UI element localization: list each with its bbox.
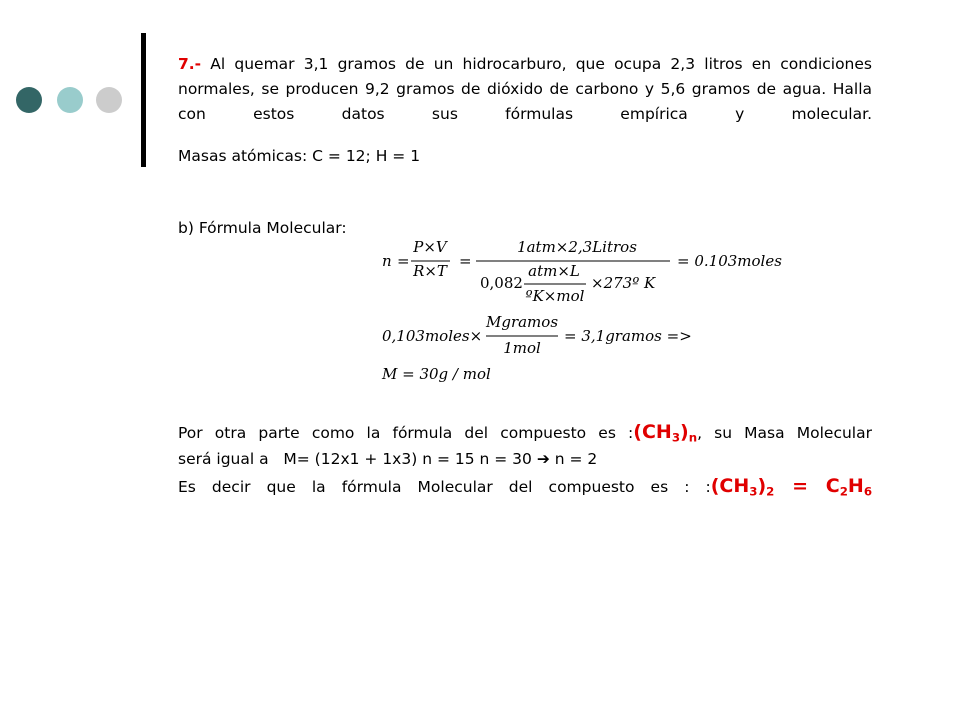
problem-number: 7.-	[178, 55, 202, 73]
eq2-result: = 3,1gramos =>	[564, 327, 692, 345]
eq1-frac1-numerator: P×V	[413, 238, 447, 256]
problem-statement	[178, 52, 872, 127]
decorative-vertical-bar	[141, 33, 146, 167]
eq1-frac1-denominator: R×T	[413, 262, 447, 280]
formula-block	[380, 232, 800, 392]
eq2-lhs: 0,103moles×	[382, 327, 483, 345]
decorative-dot-gray	[96, 87, 122, 113]
conclusion-line-1: Por otra parte como la fórmula del compuesto es $:(CH_3)_n$, su Masa Molecular	[178, 421, 872, 445]
right-arrow-icon: ➔	[536, 450, 550, 468]
section-subtitle: b) Fórmula Molecular:	[178, 219, 347, 237]
eq1-result: = 0.103moles	[677, 252, 782, 270]
eq1-temperature: ×273º K	[591, 274, 656, 292]
decorative-dot-teal	[57, 87, 83, 113]
atomic-masses: Masas atómicas: C = 12; H = 1	[178, 147, 421, 165]
formula-ch3-2-c2h6: $(CH_3)_2 = C_2H_6$	[710, 475, 872, 499]
eq1-coefficient: 0,082	[480, 274, 523, 292]
decorative-dot-dark	[16, 87, 42, 113]
eq1-inner-numerator: atm×L	[528, 262, 580, 280]
eq1-equals-2: =	[459, 252, 472, 270]
eq2-denominator: 1mol	[503, 339, 541, 357]
eq1-lhs: n	[382, 252, 392, 270]
eq2-numerator: Mgramos	[485, 313, 559, 331]
formula-ch3-n: $(CH_3)_n$	[633, 421, 698, 445]
conclusion-line-3: Es decir que la fórmula Molecular del compuesto es : $:(CH_3)_2 = C_2H_6$	[178, 475, 872, 499]
eq1-equals: =	[397, 252, 410, 270]
problem-text: Al quemar 3,1 gramos de un hidrocarburo, que ocupa 2,3 litros en condiciones normales, se producen 9,2 gramos de dióxido de carbono y 5,6 gramos de agua. Halla con estos datos sus fórmulas empírica y molecular.	[178, 55, 872, 123]
eq3-molar-mass: M = 30g / mol	[382, 365, 491, 383]
conclusion-line-2: será igual a M= (12x1 + 1x3) n = 15 n = 30 ➔ n = 2	[178, 450, 598, 468]
eq1-big-numerator: 1atm×2,3Litros	[517, 238, 637, 256]
eq1-inner-denominator: ºK×mol	[525, 287, 585, 305]
